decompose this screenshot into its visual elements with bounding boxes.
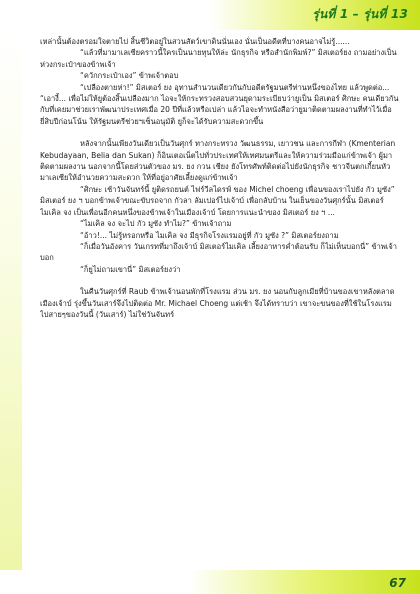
paragraph: “ก็เมื่อวันอังคาร วันเกรทที่มาถึงเจ้าบ์ มิสเตอร์ไมเคิล เลี้ยงอาหารค่ำต้อนรับ ก็ไม่เห็นบอกนี่” ข้าพเจ้าบอก xyxy=(40,241,397,263)
paragraph: “ก็ยูไม่ถามเขานี่” มิสเตอร์ยงว่า xyxy=(80,264,181,274)
left-margin-bar xyxy=(0,30,22,570)
body-text xyxy=(40,36,400,566)
paragraph: “แล้วที่มามาเลเซียคราวนี้ใครเป็นนายทุนให้ล่ะ นักธุรกิจ หรือสำนักพิมพ์?” มิสเตอร์ยง ถามอย่างเป็นห่วงกระเป๋าของข้าพเจ้า xyxy=(40,48,397,69)
paragraph: เหล่านั้นต้องตรอมใจตายไป สิ้นชีวิตอยู่ในสวนสัตว์เขาดินนั่นเอง นั่นเป็นอดีตที่บางคนอาจไม่รู้...... xyxy=(40,37,350,46)
paragraph: “ควักกระเป๋าเอง” ข้าพเจ้าตอบ xyxy=(80,71,179,81)
page-number: 67 xyxy=(389,576,406,590)
paragraph: “ไมเคิล จง จะไป กัว มูซัง ทำไม?” ข้าพเจ้าถาม xyxy=(80,219,232,229)
paragraph: “อ้าว!... ไม่รู้หรอกหรือ ไมเคิล จง มีธุรกิจโรงแรมอยู่ที่ กัว มูซัง ?” มิสเตอร์ยงถาม xyxy=(80,230,339,240)
paragraph: “ศิกษะ เช้าวันจันทร์นี้ ยูติดรถยนต์ ไฟร์วีลไดรฟ์ ของ Michel choeng เพื่อนของเราไปยัง กัว มูซัง” มิสเตอร์ ยง ฯ บอกข้าพเจ้าขณะขับรถจาก กัวลา ลัมเปอร์ไปเจ้าบ์ เพื่อกลับบ้าน ในเย็นของวันศุกร์นั้น มิสเตอร์ ไมเคิล จง เป็นเพื่อนอีกคนหนึ่งของข้าพเจ้าในเมืองเจ้าบ์ โดยการแนะนำของ มิสเตอร์ ยง ฯ ... xyxy=(40,184,395,217)
chapter-header: รุ่นที่ 1 – รุ่นที่ 13 xyxy=(312,7,408,21)
paragraph: “เปลืองตายห่า!” มิสเตอร์ ยง อุทานสำนวนเดียวกันกับอดีตรัฐมนตรีท่านหนึ่งของไทย แล้วพูดต่อ... “เอางี้... เพื่อไม่ให้ยูต้องสิ้นเปลืองมาก ไอจะให้กระทรวงสอบสวนยุดามระเบียบว่ายูเป็น มิสเตอร์ ศิกษะ คนเดียวกันกับที่เคยมาช่วยเราพัฒนาประเทศเมื่อ 20 ปีที่แล้วหรือเปล่า แล้วไอจะทำหนังสือว่ายูมาติดตามผลงานที่ทำไว้เมื่อยี่สิบปีก่อนโน้น ให้รัฐมนตรีช่วยฯเซ็นอนุมัติ ยูก็จะได้รับความสะดวกขึ้น xyxy=(40,82,399,126)
paragraph: ในคืนวันศุกร์ที่ Raub ข้าพเจ้านอนพักที่โรงแรม ส่วน มร. ยง นอนกับลูกเมียที่บ้านของเขาหลังตลาดเมืองเจ้าบ์ รุ่งขึ้นวันเสาร์จึงไปติดต่อ Mr. Michael Choeng แต่เช้า จึงได้ทราบว่า เขาจะขนของที่ใช้ในโรงแรมไปสายๆของวันนี้ (วันเสาร์) ไม่ใช่วันจันทร์ xyxy=(40,287,395,319)
footer-band xyxy=(0,570,420,594)
paragraph: หลังจากนั้นเพียงวันเดียวเป็นวันศุกร์ ทางกระทรวง วัฒนธรรม, เยาวชน และการกีฬา (Kmenterian Kebudayaan, Belia dan Sukan) ก็อินเตอเน็ตไปทั่วประเทศให้เทศมนตรีและให้ความร่วมมือแก่ข้าพเจ้า ผู้มาติดตามผลงาน นอกจากนี้โดยส่วนตัวของ มร. ยง กวน เชียง ยังโทรศัพท์ติดต่อไปยังนักธุรกิจ ชาวจีนตกเกี้ยนหัวมาเลเซียให้อำนวยความสะดวก ให้ที่อยู่อาศัยเลี้ยงดูแก่ข้าพเจ้า xyxy=(40,139,396,183)
